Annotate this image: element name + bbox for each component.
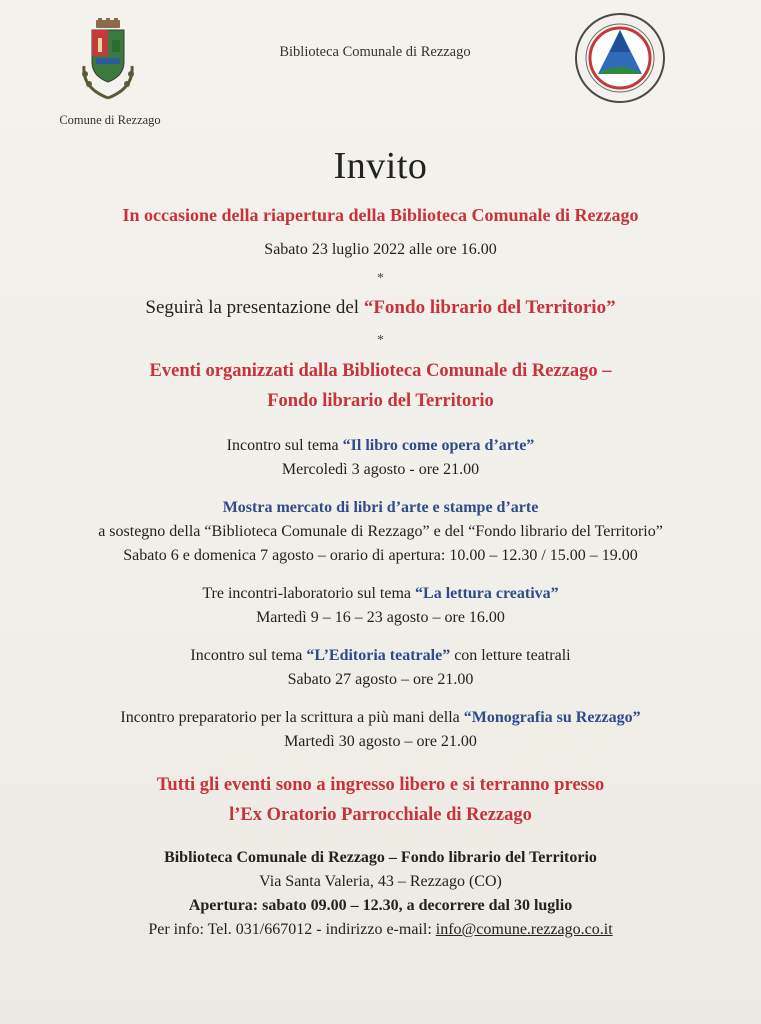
email-link[interactable]: info@comune.rezzago.co.it xyxy=(435,921,613,938)
municipal-crest-icon xyxy=(76,18,140,104)
presentation-line xyxy=(0,294,761,322)
free-entry-line1: Tutti gli eventi sono a ingresso libero e si terranno presso xyxy=(156,775,605,795)
library-header: Biblioteca Comunale di Rezzago xyxy=(279,44,471,60)
footer xyxy=(0,846,761,942)
event-topic xyxy=(0,644,761,668)
event-when: Martedì 9 – 16 – 23 agosto – ore 16.00 xyxy=(256,609,505,626)
footer-opening: Apertura: sabato 09.00 – 12.30, a decorrere dal 30 luglio xyxy=(188,897,573,914)
event-prefix: Tre incontri-laboratorio sul tema xyxy=(202,585,416,602)
event-item xyxy=(0,582,761,630)
event-suffix: con letture teatrali xyxy=(450,647,571,664)
occasion-heading: In occasione della riapertura della Biblioteca Comunale di Rezzago xyxy=(122,205,639,225)
event-topic xyxy=(0,706,761,730)
footer-address: Via Santa Valeria, 43 – Rezzago (CO) xyxy=(259,873,502,890)
event-topic xyxy=(0,434,761,458)
events-heading xyxy=(0,356,761,416)
event-highlight: “L’Editoria teatrale” xyxy=(306,647,451,664)
event-item xyxy=(0,706,761,754)
footer-info-prefix: Per info: Tel. 031/667012 - indirizzo e-mail: xyxy=(148,921,436,938)
event-highlight: “La lettura creativa” xyxy=(415,585,559,602)
page-title: Invito xyxy=(333,145,428,187)
event-prefix: Incontro sul tema xyxy=(190,647,307,664)
separator-star: * xyxy=(377,271,384,286)
events-heading-line2: Fondo librario del Territorio xyxy=(267,391,494,411)
presentation-highlight: “Fondo librario del Territorio” xyxy=(363,297,616,318)
separator-star: * xyxy=(377,333,384,348)
event-prefix: Incontro preparatorio per la scrittura a più mani della xyxy=(120,709,464,726)
comune-label: Comune di Rezzago xyxy=(59,113,161,127)
event-prefix: Incontro sul tema xyxy=(226,437,343,454)
event-item xyxy=(0,434,761,482)
event-when: Sabato 6 e domenica 7 agosto – orario di apertura: 10.00 – 12.30 / 15.00 – 19.00 xyxy=(123,547,638,564)
event-sub: a sostegno della “Biblioteca Comunale di Rezzago” e del “Fondo librario del Territorio” xyxy=(98,523,663,540)
event-item xyxy=(0,644,761,692)
opening-date: Sabato 23 luglio 2022 alle ore 16.00 xyxy=(264,241,497,258)
footer-info xyxy=(0,918,761,942)
event-item xyxy=(0,496,761,568)
free-entry-line2: l’Ex Oratorio Parrocchiale di Rezzago xyxy=(229,805,532,825)
event-title: Mostra mercato di libri d’arte e stampe d’arte xyxy=(222,499,539,516)
event-when: Sabato 27 agosto – ore 21.00 xyxy=(287,671,474,688)
fondo-librario-logo-icon xyxy=(572,12,668,104)
invitation-body xyxy=(0,140,761,942)
event-highlight: “Il libro come opera d’arte” xyxy=(342,437,535,454)
event-highlight: “Monografia su Rezzago” xyxy=(463,709,641,726)
events-heading-line1: Eventi organizzati dalla Biblioteca Comunale di Rezzago – xyxy=(149,361,612,381)
free-entry-notice xyxy=(0,770,761,830)
presentation-prefix: Seguirà la presentazione del xyxy=(145,297,364,318)
event-topic xyxy=(0,582,761,606)
event-when: Martedì 30 agosto – ore 21.00 xyxy=(284,733,477,750)
event-when: Mercoledì 3 agosto - ore 21.00 xyxy=(281,461,480,478)
header xyxy=(0,0,761,140)
footer-org: Biblioteca Comunale di Rezzago – Fondo librario del Territorio xyxy=(164,849,597,866)
